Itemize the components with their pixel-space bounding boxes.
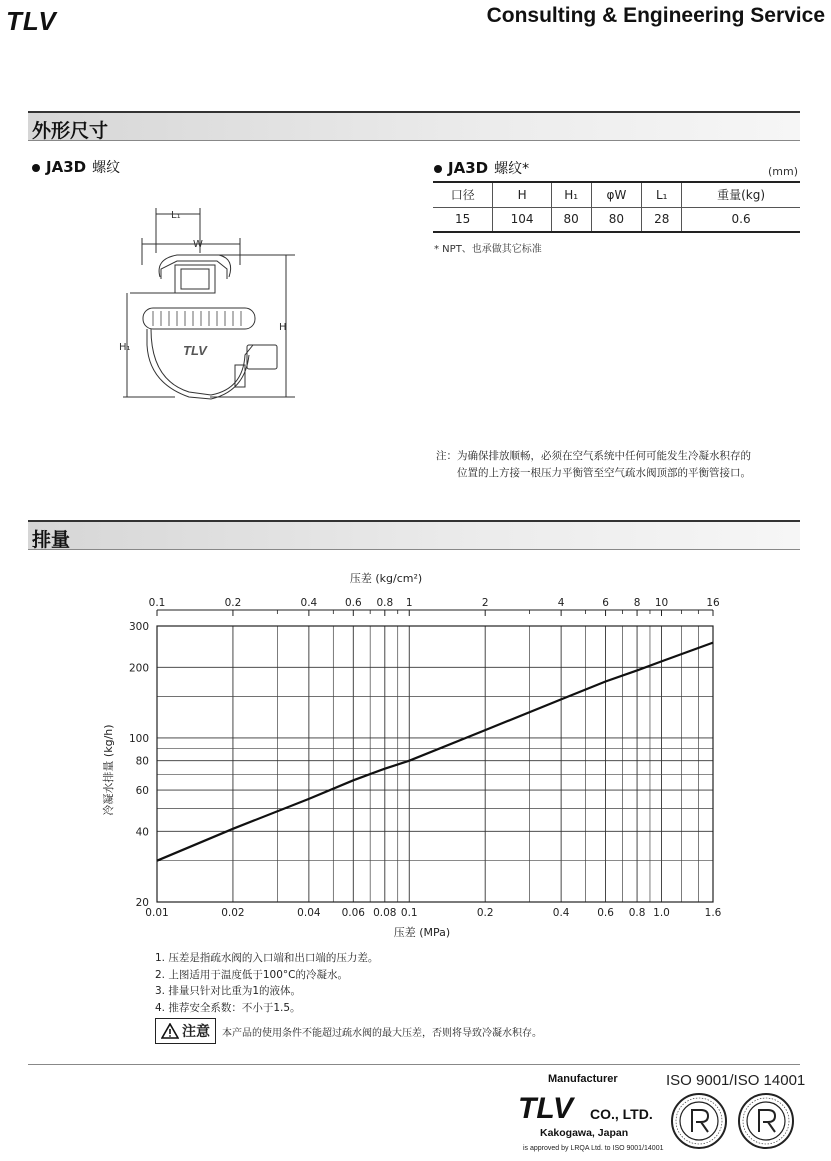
iso-14001-seal-icon — [737, 1092, 795, 1150]
service-title: Consulting & Engineering Service — [486, 4, 825, 27]
series-line — [157, 643, 713, 861]
caution-block — [155, 1018, 542, 1044]
note-item: 3. 排量只针对比重为1的液体。 — [155, 985, 302, 997]
company-location: Kakogawa, Japan — [540, 1127, 629, 1139]
bullet-icon — [32, 164, 40, 172]
spec-cell: 28 — [642, 207, 682, 232]
x-tick-label: 0.2 — [476, 907, 494, 919]
spec-cell: 0.6 — [682, 207, 800, 232]
y-tick-label: 300 — [128, 621, 149, 633]
y-axis-title: 冷凝水排量 (kg/h) — [102, 724, 115, 816]
spec-thread: 螺纹* — [494, 161, 530, 177]
x-tick-label: 0.08 — [373, 907, 397, 919]
x-tick-label: 0.06 — [341, 907, 365, 919]
iso-label: ISO 9001/ISO 14001 — [666, 1072, 806, 1089]
spec-cell: 15 — [455, 212, 471, 227]
section-title-capacity: 排量 — [32, 529, 71, 551]
company-logo: TLV — [518, 1092, 574, 1125]
x-tick-label: 0.02 — [221, 907, 245, 919]
x-tick-label: 0.04 — [297, 907, 321, 919]
x-tick-label: 0.6 — [597, 907, 614, 919]
spec-header-cell: φW — [591, 182, 642, 207]
iso-9001-seal-icon — [670, 1092, 728, 1150]
notes-list — [155, 950, 378, 1016]
footer-divider — [28, 1064, 800, 1065]
y-tick-label: 40 — [135, 826, 149, 839]
top-tick-label: 8 — [633, 597, 641, 609]
top-tick-label: 16 — [706, 597, 720, 609]
top-tick-label: 10 — [654, 597, 669, 609]
tlv-logo: TLV — [6, 6, 57, 36]
x-tick-label: 0.01 — [145, 907, 169, 919]
bullet-icon — [434, 165, 442, 173]
x-tick-label: 1.6 — [704, 907, 722, 919]
approval-text: is approved by LRQA Ltd. to ISO 9001/14001 — [523, 1145, 664, 1152]
y-tick-label: 100 — [128, 732, 149, 745]
dim-label-h1: H₁ — [119, 342, 131, 353]
drawing-subtitle — [32, 157, 120, 177]
top-tick-label: 0.2 — [224, 597, 242, 609]
capacity-chart — [100, 570, 740, 950]
spec-header-cell: H₁ — [551, 182, 591, 207]
spec-table — [433, 181, 800, 233]
top-tick-label: 0.4 — [300, 597, 318, 609]
top-tick-label: 0.1 — [148, 597, 166, 609]
install-note-line: 位置的上方接一根压力平衡管至空气疏水阀顶部的平衡管接口。 — [457, 467, 751, 479]
top-axis-title: 压差 (kg/cm²) — [349, 572, 423, 585]
spec-header-cell: 口径 — [450, 188, 475, 203]
company-suffix: CO., LTD. — [590, 1106, 653, 1122]
section-header-capacity — [28, 520, 800, 550]
y-tick-label: 20 — [135, 897, 149, 909]
dim-label-w: W — [193, 239, 203, 250]
top-tick-label: 6 — [602, 597, 609, 609]
spec-footnote: * NPT、也承做其它标准 — [434, 244, 542, 255]
spec-unit: (mm) — [768, 165, 799, 178]
x-tick-label: 1.0 — [653, 907, 670, 919]
body-logo-text: TLV — [183, 343, 207, 358]
top-tick-label: 0.6 — [344, 597, 362, 609]
x-tick-label: 0.4 — [552, 907, 570, 919]
top-tick-label: 4 — [557, 597, 565, 609]
caution-badge — [155, 1018, 216, 1044]
dim-label-h: H — [279, 322, 287, 333]
warning-icon — [161, 1023, 179, 1039]
spec-header-cell: H — [493, 182, 551, 207]
note-item: 4. 推荐安全系数：不小于1.5。 — [155, 1001, 301, 1014]
x-axis-title: 压差 (MPa) — [393, 926, 451, 939]
dim-label-l1: L₁ — [171, 210, 181, 221]
drawing-thread: 螺纹 — [92, 160, 121, 176]
spec-header-cell: L₁ — [642, 182, 682, 207]
y-tick-label: 60 — [135, 785, 149, 798]
spec-cell: 80 — [551, 207, 591, 232]
install-note-line: 注：为确保排放顺畅，必须在空气系统中任何可能发生冷凝水积存的 — [436, 450, 751, 462]
table-row — [433, 207, 800, 232]
top-tick-label: 1 — [405, 597, 413, 609]
manufacturer-label: Manufacturer — [548, 1073, 618, 1085]
spec-header-cell: 重量(kg) — [682, 182, 800, 207]
y-tick-label: 80 — [135, 755, 149, 768]
spec-model: JA3D — [448, 159, 489, 177]
y-tick-label: 200 — [128, 662, 149, 675]
top-tick-label: 2 — [481, 597, 489, 609]
x-tick-label: 0.8 — [628, 907, 646, 919]
install-note — [436, 448, 751, 482]
note-item: 2. 上图适用于温度低于100°C的冷凝水。 — [155, 968, 348, 981]
caution-label: 注意 — [182, 1024, 210, 1040]
spec-subtitle — [434, 158, 529, 178]
spec-cell: 80 — [591, 207, 642, 232]
caution-text: 本产品的使用条件不能超过疏水阀的最大压差，否则将导致冷凝水积存。 — [222, 1027, 542, 1039]
trap-dimension-drawing — [115, 205, 305, 405]
spec-header-row — [433, 182, 800, 207]
x-tick-label: 0.1 — [400, 907, 418, 919]
spec-cell: 104 — [493, 207, 551, 232]
section-title-outline: 外形尺寸 — [32, 120, 109, 142]
section-header-outline — [28, 111, 800, 141]
note-item: 1. 压差是指疏水阀的入口端和出口端的压力差。 — [155, 952, 379, 964]
top-tick-label: 0.8 — [376, 597, 394, 609]
drawing-model: JA3D — [46, 158, 87, 176]
